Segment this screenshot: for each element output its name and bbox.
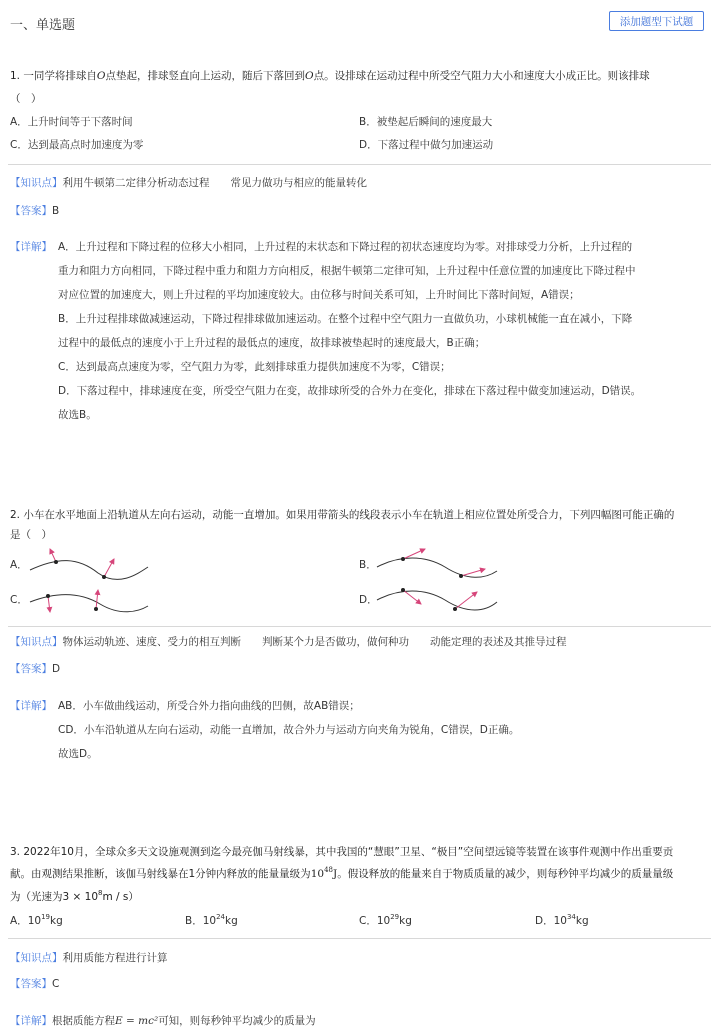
q3-detail-text-b: 可知，则每秒钟平均减少的质量为 <box>158 1015 316 1027</box>
q1-knowledge <box>10 175 367 190</box>
q2-option-b-label[interactable]: B． <box>359 559 377 571</box>
section-title: 一、单选题 <box>10 18 76 33</box>
q3-option-a-base: 10 <box>27 915 42 927</box>
q2-b-force-arrow-1 <box>403 549 425 559</box>
q1-paren: （ ） <box>10 93 42 105</box>
q1-knowledge-label: 【知识点】 <box>10 177 63 189</box>
q2-d-force-arrow-1 <box>403 590 421 604</box>
q2-c-car-1 <box>46 594 50 598</box>
q3-stem-line-3b: ） <box>128 891 139 903</box>
q1-point-o-2: O <box>304 70 314 82</box>
q3-option-a[interactable] <box>10 913 63 928</box>
q3-knowledge-text[interactable]: 利用质能方程进行计算 <box>62 952 168 964</box>
q1-detail-line-2: 重力和阻力方向相同，下降过程中重力和阻力方向相反，根据牛顿第二定律可知，上升过程中任意位置的加速度比下降过程中 <box>58 265 636 277</box>
q3-option-b[interactable] <box>185 913 238 928</box>
q3-option-c[interactable] <box>359 913 412 928</box>
q2-detail-line-3: 故选D。 <box>58 748 98 760</box>
q2-detail-line-2: CD．小车沿轨道从左向右运动，动能一直增加，故合外力与运动方向夹角为锐角，C错误，D正确。 <box>58 724 520 736</box>
q3-light-speed-exp: 8 <box>98 889 103 897</box>
q2-a-car-2 <box>102 575 106 579</box>
q1-detail-line-4: B．上升过程排球做减速运动，下降过程排球做加速运动。在整个过程中空气阻力一直做负功，小球机械能一直在减小，下降 <box>58 313 633 325</box>
q1-detail-line-8: 故选B。 <box>58 409 97 421</box>
q1-stem-part3: 点。设排球在运动过程中所受空气阻力大小和速度大小成正比。则该排球 <box>313 70 650 82</box>
q3-option-d-label: D． <box>535 915 554 927</box>
q3-detail-label: 【详解】 <box>10 1015 52 1027</box>
q3-stem-line-2b: 。假设释放的能量来自于物质质量的减少，则每秒钟平均减少的质量量级 <box>337 868 674 880</box>
q3-option-a-exp: 19 <box>41 913 50 921</box>
q2-option-d-figure[interactable] <box>375 580 500 620</box>
q2-a-car-1 <box>54 560 58 564</box>
q3-option-a-unit: kg <box>49 915 63 927</box>
add-question-type-button[interactable]: 添加题型下试题 <box>609 11 704 31</box>
q1-detail-line-7: D．下落过程中，排球速度在变，所受空气阻力在变，故排球所受的合外力在变化，排球在下落过程中做变加速运动，D错误。 <box>58 385 642 397</box>
q2-answer <box>10 661 60 676</box>
q3-option-c-label: C． <box>359 915 377 927</box>
q2-d-car-1 <box>401 588 405 592</box>
q3-energy-unit: J <box>332 868 338 880</box>
q2-option-c-figure[interactable] <box>28 582 150 622</box>
q1-detail-line-1: A．上升过程和下降过程的位移大小相同，上升过程的末状态和下降过程的初状态速度均为零。对排球受力分析，上升过程的 <box>58 241 633 253</box>
q3-stem-line-2a: 献。由观测结果推断，该伽马射线暴在1分钟内释放的能量量级为 <box>10 868 311 880</box>
q3-option-a-label: A． <box>10 915 28 927</box>
q1-option-d[interactable]: D．下落过程中做匀加速运动 <box>359 139 494 151</box>
q3-option-b-base: 10 <box>202 915 217 927</box>
q1-option-c[interactable]: C．达到最高点时加速度为零 <box>10 139 144 151</box>
q2-b-force-arrow-2 <box>461 569 485 576</box>
q2-detail-line-1: AB．小车做曲线运动，所受合外力指向曲线的凹侧，故AB错误； <box>58 700 360 712</box>
q2-a-force-arrow-1 <box>50 549 56 562</box>
q2-c-car-2 <box>94 607 98 611</box>
q3-detail-equation: E = mc² <box>115 1015 159 1027</box>
q3-option-c-unit: kg <box>399 915 412 927</box>
q2-b-car-1 <box>401 557 405 561</box>
q2-separator <box>8 626 711 627</box>
q3-energy-value <box>311 868 338 880</box>
q3-knowledge <box>10 950 168 965</box>
q2-a-force-arrow-2 <box>104 559 114 577</box>
q2-option-a-figure[interactable] <box>28 545 150 585</box>
q2-stem-line-2: 是（ ） <box>10 529 52 541</box>
q3-option-d[interactable] <box>535 913 589 928</box>
q1-knowledge-text[interactable]: 利用牛顿第二定律分析动态过程 常见力做功与相应的能量转化 <box>62 177 367 189</box>
q3-energy-exp: 48 <box>324 866 333 874</box>
q1-detail-line-3: 对应位置的加速度大，则上升过程的平均加速度较大。由位移与时间关系可知，上升时间比下落时间短，A错误； <box>58 289 580 301</box>
q2-knowledge-label: 【知识点】 <box>10 636 63 648</box>
q1-answer <box>10 203 59 218</box>
q2-b-track <box>377 558 497 577</box>
q3-answer-label: 【答案】 <box>10 978 52 990</box>
q1-separator <box>8 164 711 165</box>
q3-detail <box>10 1013 316 1028</box>
q3-answer-value: C <box>52 978 60 990</box>
q3-separator <box>8 938 711 939</box>
q2-d-track <box>377 591 497 610</box>
q1-point-o: O <box>96 70 106 82</box>
q2-option-c-label[interactable]: C． <box>10 594 28 606</box>
q3-answer <box>10 976 59 991</box>
q2-b-car-2 <box>459 574 463 578</box>
q3-light-speed-unit: m / s <box>102 891 129 903</box>
q2-knowledge-text[interactable]: 物体运动轨迹、速度、受力的相互判断 判断某个力是否做功，做何种功 动能定理的表述及其推导过程 <box>62 636 567 648</box>
q2-option-d-label[interactable]: D． <box>359 594 378 606</box>
q1-detail-line-6: C．达到最高点速度为零，空气阻力为零，此刻排球重力提供加速度不为零，C错误； <box>58 361 451 373</box>
q1-answer-label: 【答案】 <box>10 205 52 217</box>
q2-knowledge <box>10 634 567 649</box>
q2-c-force-arrow-2 <box>96 590 98 609</box>
q3-energy-base: 10 <box>310 868 325 880</box>
q1-answer-value: B <box>52 205 60 217</box>
q2-d-force-arrow-2 <box>455 592 477 609</box>
q1-option-a[interactable]: A．上升时间等于下落时间 <box>10 116 133 128</box>
q3-knowledge-label: 【知识点】 <box>10 952 63 964</box>
q3-stem-line-3a: 为（光速为 <box>10 891 63 903</box>
q2-c-force-arrow-1 <box>48 596 50 612</box>
q3-option-b-label: B． <box>185 915 203 927</box>
q1-detail-line-5: 过程中的最低点的速度小于上升过程的最低点的速度，故排球被垫起时的速度最大，B正确； <box>58 337 486 349</box>
q2-option-b-figure[interactable] <box>375 545 500 585</box>
q3-stem-line-3 <box>10 889 139 904</box>
q2-a-track <box>30 561 148 580</box>
q3-option-b-exp: 24 <box>216 913 226 921</box>
q3-stem-line-1: 3. 2022年10月，全球众多天文设施观测到迄今最亮伽马射线暴，其中我国的“慧眼”卫星、“极目”空间望远镜等装置在该事件观测中作出重要贡 <box>10 846 674 858</box>
q1-detail-label: 【详解】 <box>10 241 52 253</box>
q3-option-b-unit: kg <box>225 915 238 927</box>
q2-stem-line-1: 2. 小车在水平地面上沿轨道从左向右运动，动能一直增加。如果用带箭头的线段表示小车在轨道上相应位置处所受合力，下列四幅图可能正确的 <box>10 509 675 521</box>
q1-stem-part2: 点垫起，排球竖直向上运动，随后下落回到 <box>105 70 305 82</box>
q3-detail-text-a: 根据质能方程 <box>52 1015 115 1027</box>
q2-answer-value: D <box>52 663 61 675</box>
q3-option-c-base: 10 <box>376 915 391 927</box>
q1-stem <box>10 68 650 83</box>
q3-light-speed-base: 3 × 10 <box>62 891 99 903</box>
q2-detail-label: 【详解】 <box>10 700 52 712</box>
q1-option-b[interactable]: B．被垫起后瞬间的速度最大 <box>359 116 493 128</box>
q3-light-speed <box>63 891 129 903</box>
q2-d-car-2 <box>453 607 457 611</box>
q3-option-c-exp: 29 <box>390 913 400 921</box>
q3-option-d-exp: 34 <box>566 913 576 921</box>
q3-stem-line-2 <box>10 866 673 881</box>
q3-option-d-unit: kg <box>575 915 589 927</box>
q2-option-a-label[interactable]: A． <box>10 559 28 571</box>
q3-option-d-base: 10 <box>553 915 567 927</box>
q2-answer-label: 【答案】 <box>10 663 52 675</box>
q1-stem-part1: 1. 一同学将排球自 <box>10 70 97 82</box>
